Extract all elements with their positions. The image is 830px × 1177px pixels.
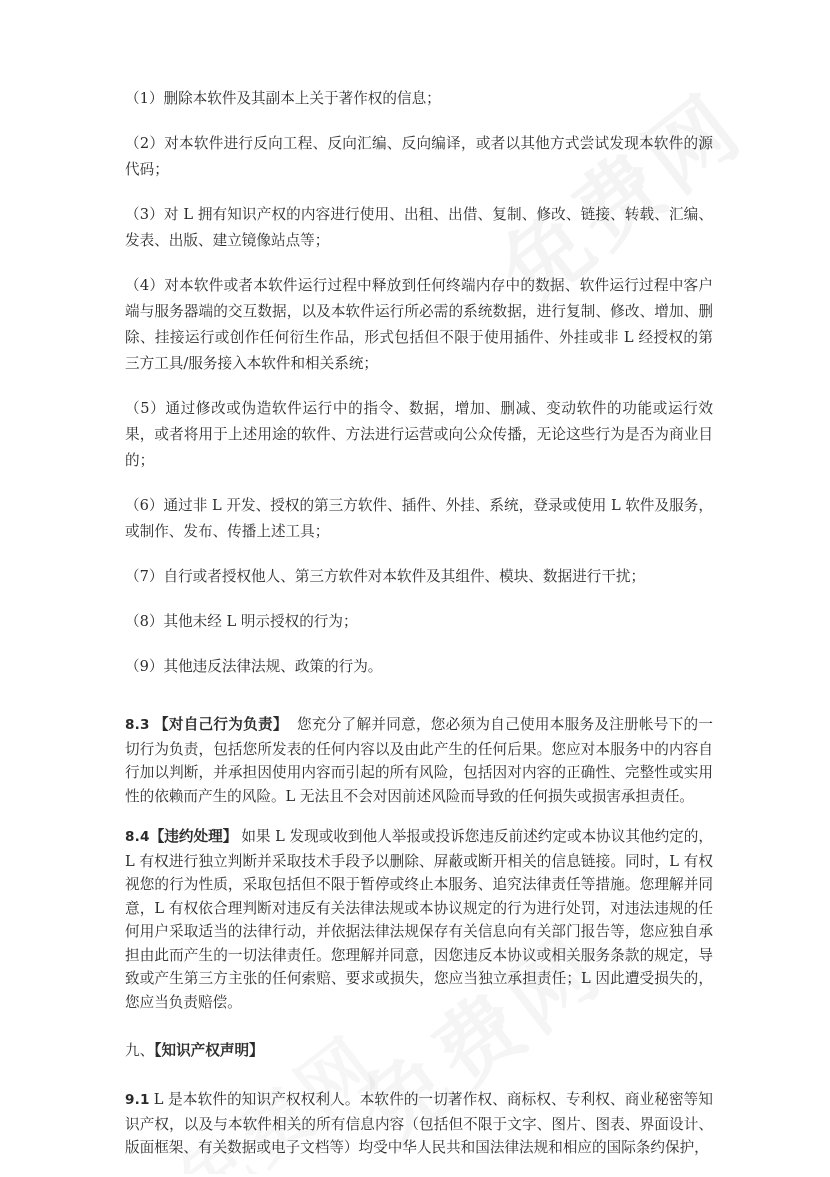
clause-title: 【违约处理】 (149, 828, 238, 845)
list-item (125, 493, 713, 545)
list-item-marker: （8） (125, 613, 164, 630)
list-item-marker: （2） (125, 135, 165, 152)
list-item-text: 通过非 L 开发、授权的第三方软件、插件、外挂、系统，登录或使用 L 软件及服务，或制作、发布、传播上述工具； (125, 497, 713, 540)
list-item-marker: （9） (125, 658, 164, 675)
list-item-text: 对 L 拥有知识产权的内容进行使用、出租、出借、复制、修改、链接、转载、汇编、发表、出版、建立镜像站点等； (125, 206, 713, 249)
list-item (125, 396, 713, 474)
list-item-marker: （6） (125, 497, 164, 514)
list-item-marker: （7） (125, 568, 164, 585)
list-item (125, 654, 713, 680)
list-item (125, 86, 713, 112)
list-item-text: 通过修改或伪造软件运行中的指令、数据，增加、删减、变动软件的功能或运行效果，或者将用于上述用途的软件、方法进行运营或向公众传播，无论这些行为是否为商业目的； (125, 400, 713, 469)
clause-paragraph (125, 1088, 713, 1160)
section-spacer (125, 1080, 713, 1088)
section-spacer (125, 699, 713, 713)
list-item-marker: （1） (125, 90, 164, 107)
list-item-text: 其他未经 L 明示授权的行为； (163, 613, 358, 630)
section-heading (125, 1039, 713, 1063)
list-item-text: 删除本软件及其副本上关于著作权的信息； (163, 90, 441, 107)
section-heading-title: 【知识产权声明】 (154, 1042, 264, 1059)
list-item (125, 564, 713, 590)
list-item (125, 202, 713, 254)
list-item (125, 609, 713, 635)
list-item-text: 对本软件进行反向工程、反向汇编、反向编译，或者以其他方式尝试发现本软件的源代码； (125, 135, 713, 178)
list-item-marker: （4） (125, 277, 165, 294)
clause-title: 【对自己行为负责】 (153, 716, 288, 733)
clause-number: 8.3 (125, 717, 150, 733)
clause-paragraph (125, 825, 713, 1014)
section-spacer (125, 1031, 713, 1039)
list-item (125, 131, 713, 183)
list-item-text: 其他违反法律法规、政策的行为。 (163, 658, 383, 675)
section-heading-prefix: 九、 (125, 1042, 155, 1059)
list-item-marker: （5） (125, 400, 166, 417)
list-item-marker: （3） (125, 206, 164, 223)
list-item (125, 273, 713, 377)
clause-body: 您充分了解并同意，您必须为自己使用本服务及注册帐号下的一切行为负责，包括您所发表的任何内容以及由此产生的任何后果。您应对本服务中的内容自行加以判断，并承担因使用内容而引起的所有风险，包括因对内容的正确性、完整性或实用性的依赖而产生的风险。L 无法且不会对因前述风险而导致的任何损失或损害承担责任。 (125, 716, 713, 805)
list-item-text: 对本软件或者本软件运行过程中释放到任何终端内存中的数据、软件运行过程中客户端与服务器端的交互数据，以及本软件运行所必需的系统数据，进行复制、修改、增加、删除、挂接运行或创作任何衍生作品，形式包括但不限于使用插件、外挂或非 L 经授权的第三方工具/服务接入本软件和相关系统； (125, 277, 713, 372)
clause-number: 9.1 (125, 1092, 150, 1108)
clause-paragraph (125, 713, 713, 808)
document-body (125, 86, 713, 1177)
clause-body: L 是本软件的知识产权权利人。本软件的一切著作权、商标权、专利权、商业秘密等知识产权，以及与本软件相关的所有信息内容（包括但不限于文字、图片、图表、界面设计、版面框架、有关数据或电子文档等）均受中华人民共和国法律法规和相应的国际条约保护， (125, 1091, 713, 1156)
clause-number: 8.4 (125, 829, 150, 845)
list-item-text: 自行或者授权他人、第三方软件对本软件及其组件、模块、数据进行干扰； (163, 568, 646, 585)
clause-body: 如果 L 发现或收到他人举报或投诉您违反前述约定或本协议其他约定的，L 有权进行独立判断并采取技术手段予以删除、屏蔽或断开相关的信息链接。同时，L 有权视您的行为性质，采取包括但不限于暂停或终止本服务、追究法律责任等措施。您理解并同意，L 有权依合理判断对违反有关法律法规或本协议规定的行为进行处罚，对违法违规的任何用户采取适当的法律行动，并依据法律法规保存有关信息向有关部门报告等，您应独自承担由此而产生的一切法律责任。您理解并同意，因您违反本协议或相关服务条款的规定，导致或产生第三方主张的任何索赔、要求或损失，您应当独立承担责任；L 因此遭受损失的，您应当负责赔偿。 (125, 828, 713, 1011)
